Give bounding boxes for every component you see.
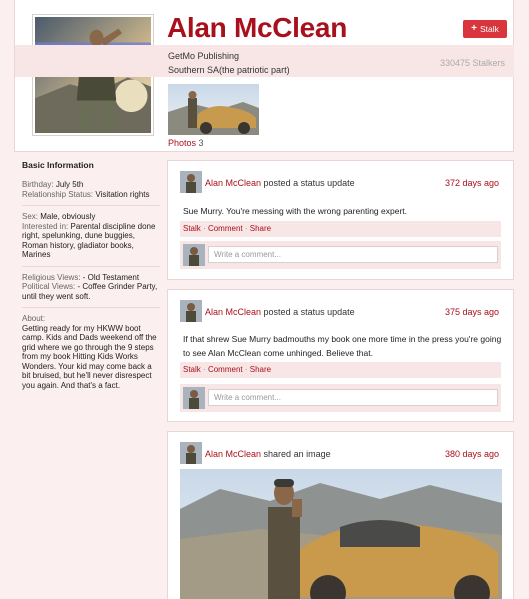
photos-link[interactable]: [168, 138, 204, 148]
post-actions: [180, 221, 501, 237]
relationship-label: Relationship Status:: [22, 189, 94, 199]
profile-location: Southern SA(the patriotic part): [168, 65, 290, 75]
post-author-line: [205, 307, 355, 317]
post-time[interactable]: 380 days ago: [444, 449, 499, 459]
sidebar-group-about: [22, 314, 160, 396]
share-link[interactable]: Share: [249, 224, 272, 233]
political-value: - Coffee Grinder Party, until they went soft.: [22, 282, 158, 301]
avatar: [183, 387, 205, 409]
stalk-button[interactable]: [463, 20, 507, 38]
post-author-line: [205, 178, 355, 188]
stalkers-count: 330475 Stalkers: [439, 58, 505, 68]
post-header: [180, 171, 501, 193]
stalk-button-label: Stalk: [479, 24, 499, 34]
post-text: Sue Murry. You're messing with the wrong parenting expert.: [183, 206, 408, 216]
avatar[interactable]: [180, 300, 202, 322]
post-action: posted a status update: [263, 178, 355, 188]
post-text: If that shrew Sue Murry badmouths my book one more time in the press you're going to see Alan McClean come unhinged. Believe that.: [183, 334, 502, 358]
birthday-label: Birthday:: [22, 180, 54, 189]
avatar[interactable]: [180, 171, 202, 193]
sidebar-group-views: [22, 273, 160, 309]
post-author-link[interactable]: Alan McClean: [205, 178, 262, 188]
plus-icon: +: [471, 23, 477, 34]
photos-count: 3: [198, 138, 204, 148]
photos-label: Photos: [168, 138, 197, 148]
profile-publisher: GetMo Publishing: [168, 51, 240, 61]
post-author-line: [205, 449, 331, 459]
interested-value: Parental discipline done right, spelunking, dune buggies, Roman history, gladiator books, Marines: [22, 221, 156, 259]
action-separator: ·: [244, 365, 248, 374]
sidebar-group-personal: [22, 180, 160, 206]
action-separator: ·: [203, 224, 206, 233]
about-text: Getting ready for my HKWW boot camp. Kids and Dads weekend off the grid where we go through the 9 steps from my book Hitting Kids Works Wonders. Your kid may come back a bit bruised, but he'll never disrespect you again. And that's a fact.: [22, 323, 157, 390]
post-actions: [180, 362, 501, 378]
share-link[interactable]: Share: [249, 365, 272, 374]
profile-header: [14, 0, 514, 152]
interested-label: Interested in:: [22, 221, 69, 231]
political-label: Political Views:: [22, 282, 76, 291]
post-header: [180, 442, 501, 464]
about-label: About:: [22, 314, 46, 323]
birthday-value: July 5th: [55, 180, 84, 189]
sidebar-basic-info: [22, 160, 160, 402]
action-separator: ·: [203, 365, 206, 374]
comment-input[interactable]: [208, 389, 498, 406]
post-time[interactable]: 372 days ago: [444, 178, 499, 188]
religious-label: Religious Views:: [22, 272, 81, 282]
comment-input[interactable]: [208, 246, 498, 263]
sidebar-title: Basic Information: [22, 160, 94, 170]
post-card: [167, 289, 514, 422]
post-author-link[interactable]: Alan McClean: [205, 307, 262, 317]
post-author-link[interactable]: Alan McClean: [205, 449, 262, 459]
comment-link[interactable]: Comment: [207, 224, 243, 233]
stalk-link[interactable]: Stalk: [183, 365, 201, 374]
sidebar-group-interests: [22, 212, 160, 267]
sex-value: Male, obviously: [40, 212, 96, 221]
post-action: posted a status update: [263, 307, 355, 317]
comment-row: [180, 384, 501, 412]
shared-image[interactable]: [180, 469, 502, 599]
comment-row: [180, 241, 501, 269]
post-action: shared an image: [263, 449, 331, 459]
post-card: [167, 160, 514, 280]
religious-value: - Old Testament: [82, 272, 140, 282]
action-separator: ·: [244, 224, 248, 233]
avatar[interactable]: [180, 442, 202, 464]
profile-name: Alan McClean: [167, 12, 347, 43]
stalk-link[interactable]: Stalk: [183, 224, 201, 233]
photo-thumbnail[interactable]: [168, 84, 259, 135]
relationship-value: Visitation rights: [95, 189, 150, 199]
comment-link[interactable]: Comment: [207, 365, 243, 374]
avatar: [183, 244, 205, 266]
post-header: [180, 300, 501, 322]
post-card: [167, 431, 514, 599]
sex-label: Sex:: [22, 212, 39, 221]
post-time[interactable]: 375 days ago: [444, 307, 499, 317]
